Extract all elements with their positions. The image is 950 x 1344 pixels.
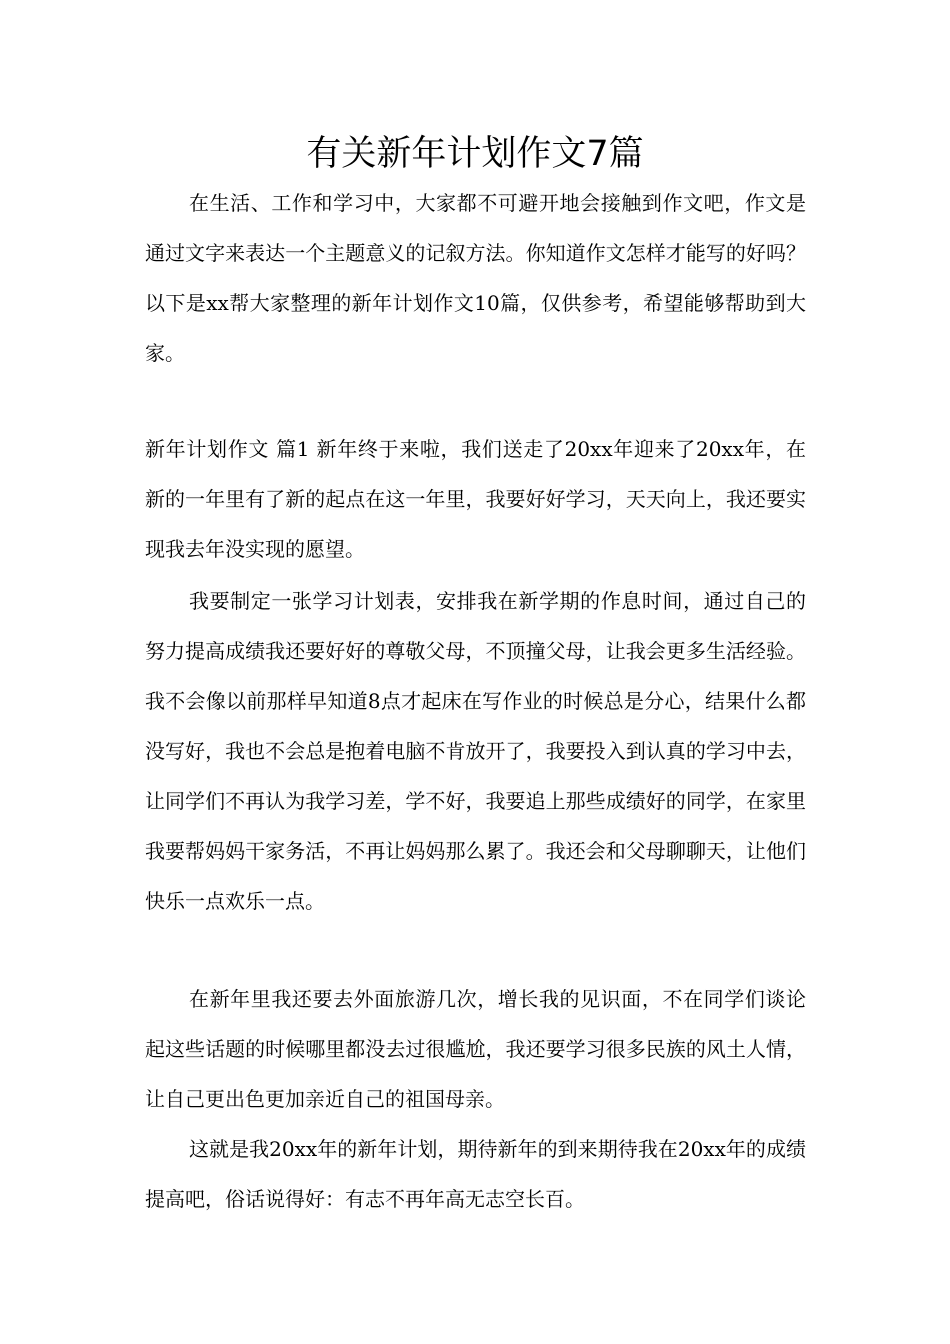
section-first-paragraph: 新年终于来啦，我们送走了20xx年迎来了20xx年，在新的一年里有了新的起点在这一年里，我要好好学习，天天向上，我还要实现我去年没实现的愿望。 <box>145 437 807 561</box>
intro-paragraph: 在生活、工作和学习中，大家都不可避开地会接触到作文吧，作文是通过文字来表达一个主题意义的记叙方法。你知道作文怎样才能写的好吗？以下是xx帮大家整理的新年计划作文10篇，仅供参考，希望能够帮助到大家。 <box>145 191 806 365</box>
body-paragraph: 我要制定一张学习计划表，安排我在新学期的作息时间，通过自己的努力提高成绩我还要好好的尊敬父母，不顶撞父母，让我会更多生活经验。我不会像以前那样早知道8点才起床在写作业的时候总是分心，结果什么都没写好，我也不会总是抱着电脑不肯放开了，我要投入到认真的学习中去，让同学们不再认为我学习差，学不好，我要追上那些成绩好的同学，在家里我要帮妈妈干家务活，不再让妈妈那么累了。我还会和父母聊聊天，让他们快乐一点欢乐一点。 <box>145 589 806 913</box>
section-heading: 新年计划作文 篇1 <box>145 437 310 461</box>
document-title: 有关新年计划作文7篇 <box>306 134 644 174</box>
section-1-paragraph <box>145 424 806 574</box>
section-heading-gap <box>309 437 316 461</box>
body-paragraph: 这就是我20xx年的新年计划，期待新年的到来期待我在20xx年的成绩提高吧，俗话说得好：有志不再年高无志空长百。 <box>145 1137 806 1211</box>
body-paragraph: 在新年里我还要去外面旅游几次，增长我的见识面，不在同学们谈论起这些话题的时候哪里都没去过很尴尬，我还要学习很多民族的风土人情，让自己更出色更加亲近自己的祖国母亲。 <box>145 987 806 1111</box>
